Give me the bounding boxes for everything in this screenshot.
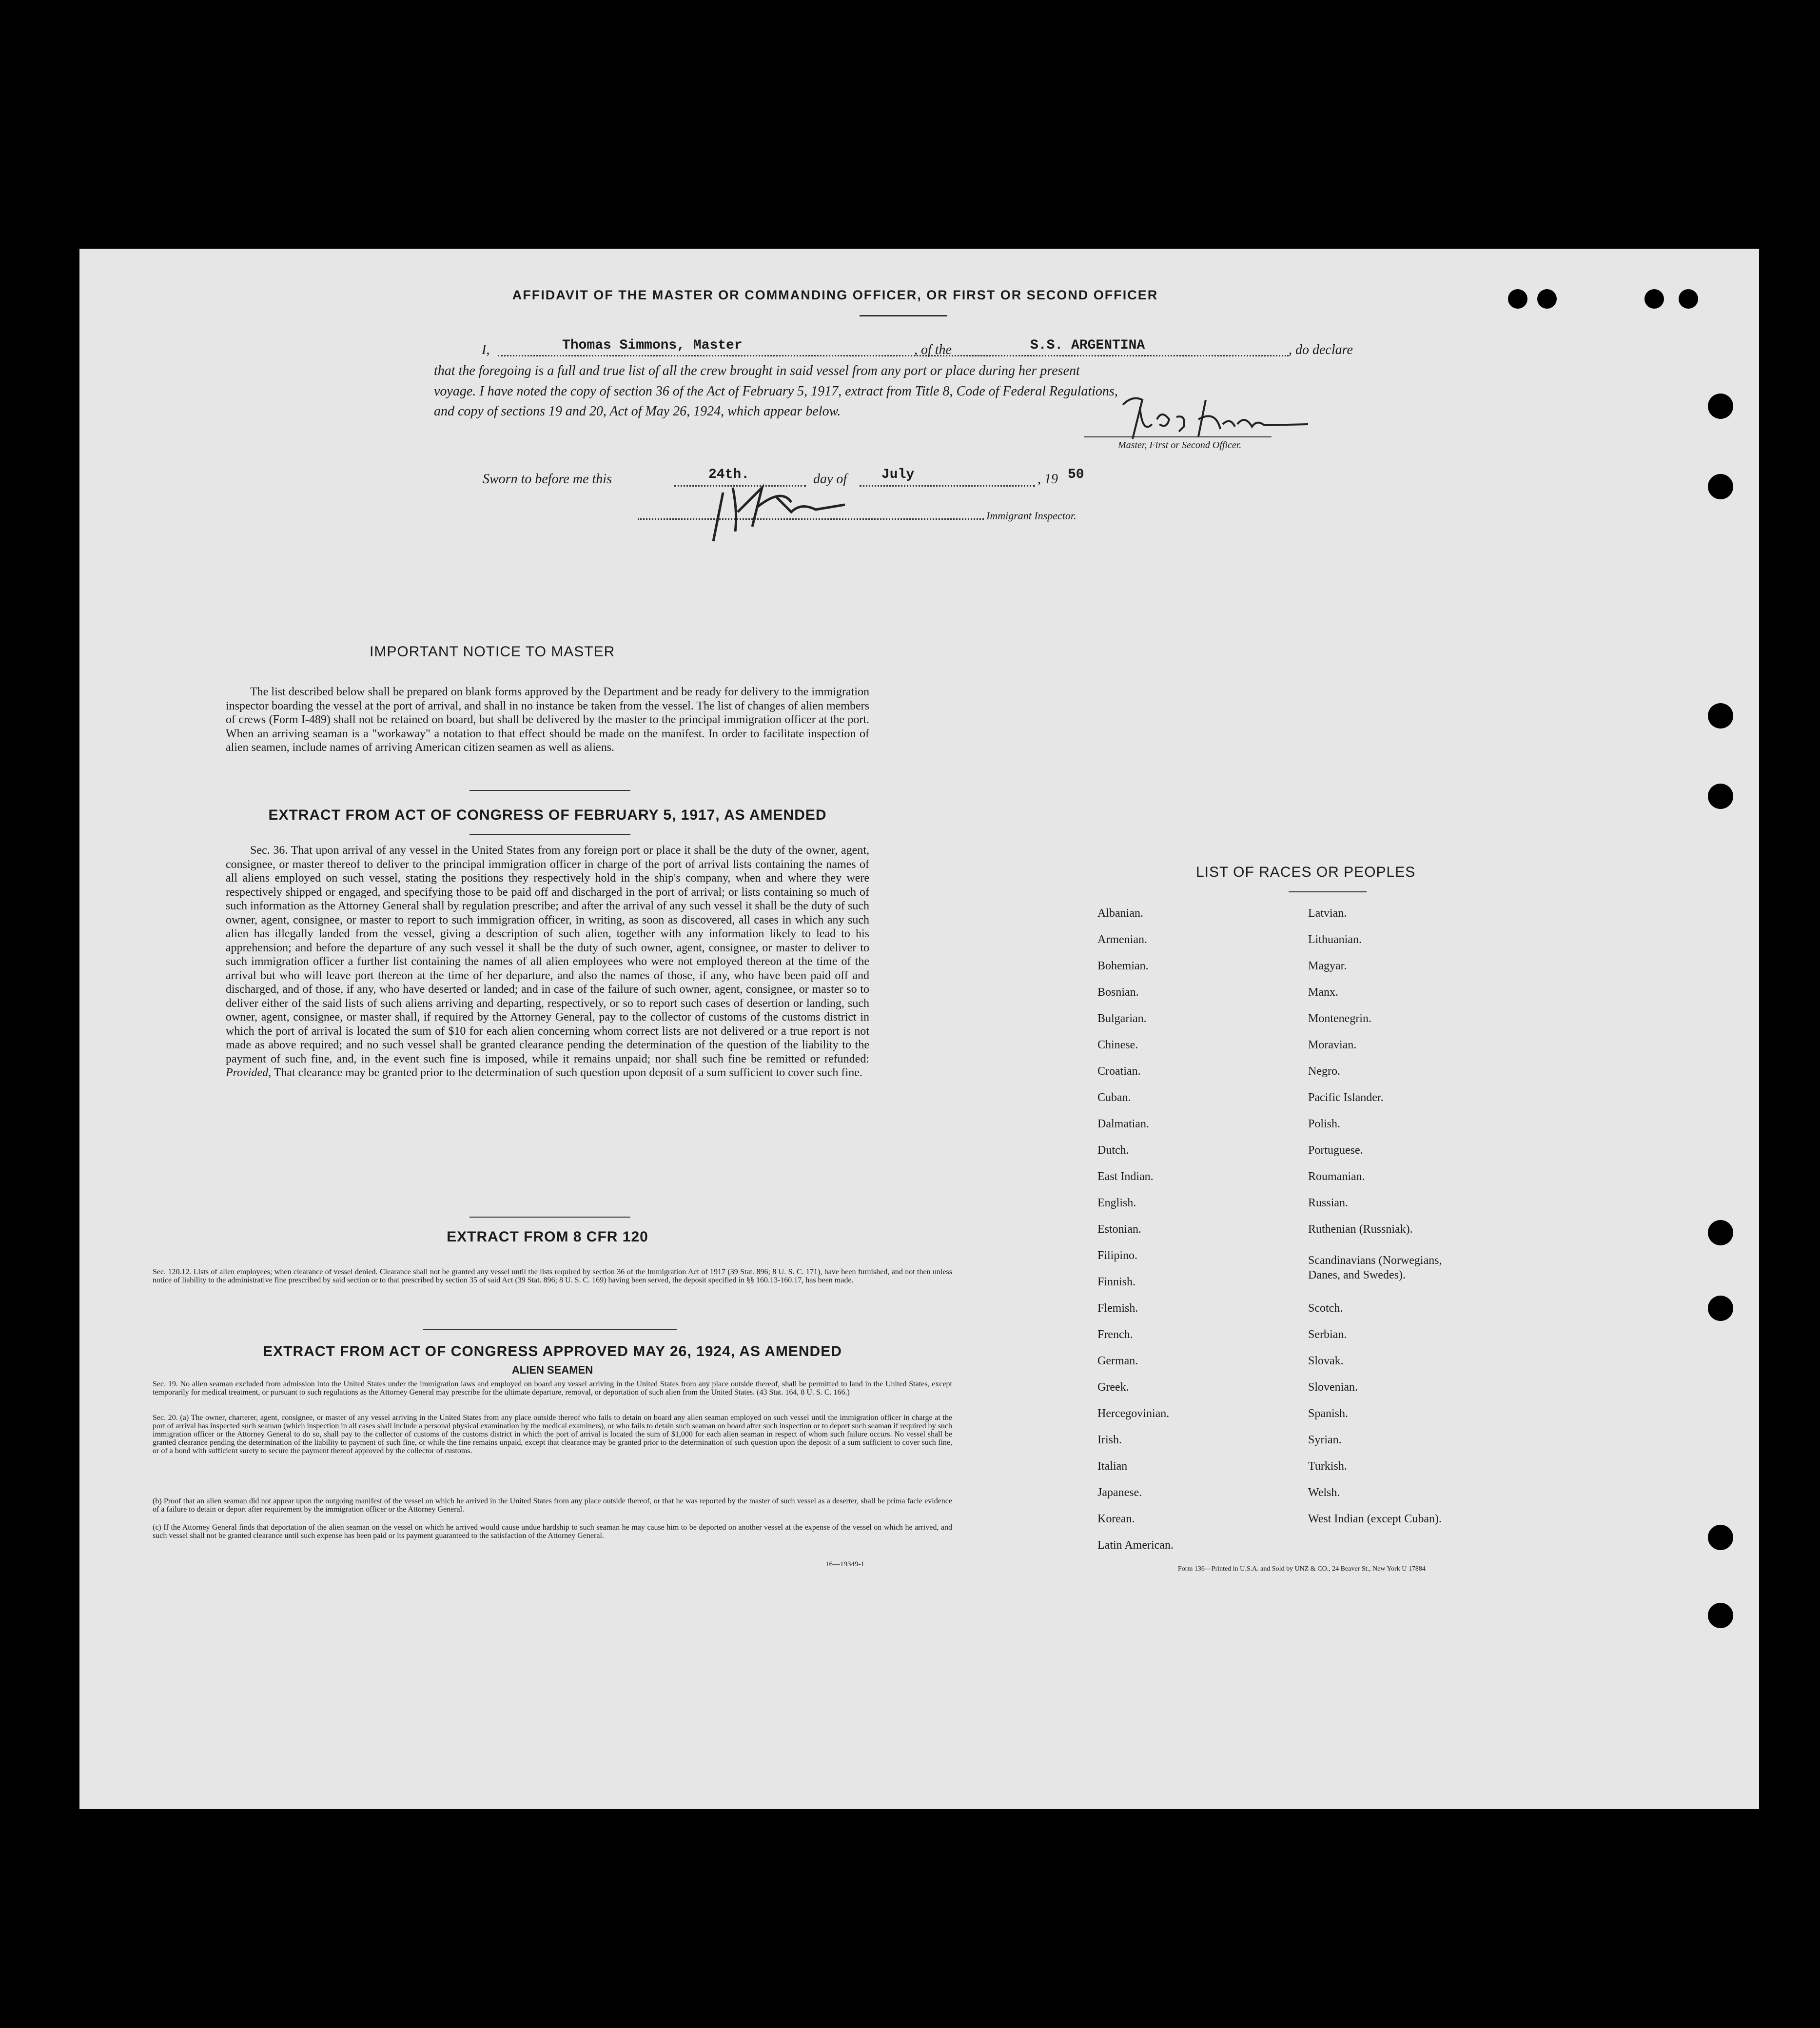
notice-text: The list described below shall be prepared on blank forms approved by the Department and be ready for delivery to the immigration inspector boarding the vessel at the port of arrival, and shall in no instance be taken from the vessel. The list of changes of alien members of crews (Form I-489) shall not be retained on board, but shall be delivered by the master to the principal immigration officer at the port. When an arriving seaman is a "workaway" a notation to that effect should be made on the manifest. In order to facilitate inspection of alien seamen, include names of arriving American citizen seamen as well as aliens.	[226, 686, 869, 754]
master-signature-line	[1084, 436, 1272, 437]
declaration-line-4: and copy of sections 19 and 20, Act of May 26, 1924, which appear below.	[434, 404, 841, 419]
cfr-text: Sec. 120.12. Lists of alien employees; when clearance of vessel denied. Clearance shall not be granted any vessel until the lists required by section 36 of the Immigration Act of 1917 (39 Stat. 896; 8 U. S. C. 171), have been furnished, and not then unless notice of liability to the administrative fine prescribed by said section or to that prescribed by section 35 of said Act (39 Stat. 896; 8 U. S. C. 169) having been served, the deposit specified in §§ 160.13-160.17, has been made.	[153, 1268, 952, 1284]
punch-hole	[1537, 289, 1557, 309]
punch-hole	[1708, 474, 1733, 499]
section-36-text	[226, 844, 869, 1080]
declaration-line-3: voyage. I have noted the copy of section 36 of the Act of February 5, 1917, extract from Title 8, Code of Federal Regulations,	[434, 384, 1118, 399]
punch-hole	[1679, 289, 1698, 309]
race-item: Dutch.	[1097, 1144, 1129, 1157]
race-item: Estonian.	[1097, 1223, 1141, 1236]
race-item: Lithuanian.	[1308, 933, 1362, 946]
race-item: Turkish.	[1308, 1460, 1347, 1473]
punch-hole	[1508, 289, 1527, 309]
race-item: Italian	[1097, 1460, 1128, 1473]
form-page	[79, 249, 1759, 1809]
race-item: Scotch.	[1308, 1302, 1343, 1315]
race-item: Greek.	[1097, 1381, 1129, 1394]
race-item: Scandinavians (Norwegians, Danes, and Swedes).	[1308, 1254, 1442, 1281]
race-item: Chinese.	[1097, 1039, 1138, 1051]
race-item: Bulgarian.	[1097, 1012, 1147, 1025]
declare-label: , do declare	[1289, 342, 1353, 357]
races-title: LIST OF RACES OR PEOPLES	[1196, 864, 1416, 880]
race-item: West Indian (except Cuban).	[1308, 1513, 1442, 1525]
race-item: Spanish.	[1308, 1407, 1349, 1420]
race-item: Portuguese.	[1308, 1144, 1363, 1157]
punch-hole	[1708, 1525, 1733, 1550]
race-item: Welsh.	[1308, 1486, 1340, 1499]
extract-cfr-title: EXTRACT FROM 8 CFR 120	[447, 1229, 648, 1245]
races-divider	[1289, 891, 1367, 892]
vessel-line	[969, 355, 1289, 356]
alien-seamen-subtitle: ALIEN SEAMEN	[511, 1364, 593, 1376]
race-item: Cuban.	[1097, 1091, 1131, 1104]
month-line	[860, 485, 1035, 487]
pronoun-label: I,	[482, 342, 490, 357]
race-item: Flemish.	[1097, 1302, 1138, 1315]
sworn-day: 24th.	[708, 467, 750, 482]
race-item: Japanese.	[1097, 1486, 1142, 1499]
punch-hole	[1708, 784, 1733, 809]
title-underline	[860, 315, 947, 316]
provided-label: Provided,	[226, 1066, 272, 1079]
race-item: German.	[1097, 1355, 1138, 1367]
sworn-label: Sworn to before me this	[483, 472, 612, 487]
race-item: Finnish.	[1097, 1276, 1136, 1288]
sec-20c-text: (c) If the Attorney General finds that deportation of the alien seaman on the vessel on which he arrived would cause undue hardship to such seaman he may cause him to be deported on another vessel at the expense of the vessel on which he arrived, and such vessel shall not be granted clearance until such expense has been paid or its payment guaranteed to the satisfaction of the Attorney General.	[153, 1523, 952, 1540]
race-item: Russian.	[1308, 1197, 1349, 1209]
race-item: Croatian.	[1097, 1065, 1141, 1078]
race-item: Syrian.	[1308, 1434, 1342, 1446]
sworn-year: 50	[1068, 467, 1084, 482]
race-item: Filipino.	[1097, 1249, 1138, 1262]
race-item: Ruthenian (Russniak).	[1308, 1223, 1413, 1236]
divider	[470, 834, 630, 835]
day-of-label: day of	[813, 472, 847, 487]
inspector-signature	[704, 468, 850, 551]
sec-20a-text: Sec. 20. (a) The owner, charterer, agent, consignee, or master of any vessel arriving in the United States from any place outside thereof who fails to detain on board any alien seaman employed on such vessel until the immigration officer in charge at the port of arrival has inspected such seaman (which inspection in all cases shall include a personal physical examination by the medical examiners), or who fails to detain such seaman on board after such inspection or to deport such seaman if required by such immigration officer or the Attorney General to do so, shall pay to the collector of customs of the customs district in which the port of arrival is located the sum of $1,000 for each alien seaman in respect of whom such failure occurs. No vessel shall be granted clearance pending the determination of the liability to payment of such fine, or while the fine remains unpaid, except that clearance may be granted prior to the determination of such question upon the deposit of a sum sufficient to cover such fine, or of a bond with sufficient surety to secure the payment thereof approved by the collector of customs.	[153, 1414, 952, 1455]
punch-hole	[1708, 1296, 1733, 1321]
section-36-end: That clearance may be granted prior to the determination of such question upon deposit of a sum sufficient to cover such fine.	[274, 1066, 862, 1079]
punch-hole	[1708, 1220, 1733, 1245]
vessel-name: S.S. ARGENTINA	[1030, 338, 1145, 353]
declaration-line-2: that the foregoing is a full and true list of all the crew brought in said vessel from any port or place during her present	[434, 363, 1080, 378]
sworn-month: July	[881, 467, 915, 482]
race-item: Slovak.	[1308, 1355, 1344, 1367]
race-item: Latvian.	[1308, 907, 1347, 920]
extract-1917-title: EXTRACT FROM ACT OF CONGRESS OF FEBRUARY 5, 1917, AS AMENDED	[268, 807, 827, 823]
punch-hole	[1708, 703, 1733, 729]
race-item: Roumanian.	[1308, 1170, 1365, 1183]
race-item: Korean.	[1097, 1513, 1135, 1525]
divider	[423, 1329, 677, 1330]
race-item: Latin American.	[1097, 1539, 1174, 1552]
race-item: East Indian.	[1097, 1170, 1154, 1183]
race-item: Armenian.	[1097, 933, 1147, 946]
race-item: Irish.	[1097, 1434, 1122, 1446]
divider	[470, 790, 630, 791]
punch-hole	[1708, 394, 1733, 419]
sec-19-text: Sec. 19. No alien seaman excluded from admission into the United States under the immigration laws and employed on board any vessel arriving in the United States from any place outside thereof, shall be permitted to land in the United States, except temporarily for medical treatment, or pursuant to such regulations as the Attorney General may prescribe for the ultimate departure, removal, or deportation of such alien from the United States. (43 Stat. 164, 8 U. S. C. 166.)	[153, 1380, 952, 1397]
race-item: Negro.	[1308, 1065, 1340, 1078]
name-line	[498, 355, 985, 356]
of-the-label: , of the	[914, 342, 952, 357]
affidavit-title: AFFIDAVIT OF THE MASTER OR COMMANDING OFFICER, OR FIRST OR SECOND OFFICER	[512, 288, 1158, 302]
divider	[470, 1217, 630, 1218]
inspector-label: Immigrant Inspector.	[986, 510, 1076, 522]
race-item: Bohemian.	[1097, 960, 1149, 972]
race-item: English.	[1097, 1197, 1136, 1209]
extract-1924-title: EXTRACT FROM ACT OF CONGRESS APPROVED MAY 26, 1924, AS AMENDED	[263, 1343, 842, 1359]
race-item: Polish.	[1308, 1118, 1341, 1130]
race-item: Moravian.	[1308, 1039, 1357, 1051]
race-item: French.	[1097, 1328, 1133, 1341]
race-item: Manx.	[1308, 986, 1338, 999]
race-item: Magyar.	[1308, 960, 1347, 972]
punch-hole	[1708, 1603, 1733, 1628]
form-code: 16—19349-1	[825, 1560, 864, 1568]
section-36-label: Sec. 36.	[250, 844, 288, 857]
master-name: Thomas Simmons, Master	[562, 338, 743, 353]
race-item: Slovenian.	[1308, 1381, 1358, 1394]
race-item: Hercegovinian.	[1097, 1407, 1170, 1420]
race-item: Albanian.	[1097, 907, 1143, 920]
race-item: Pacific Islander.	[1308, 1091, 1384, 1104]
race-item: Montenegrin.	[1308, 1012, 1371, 1025]
race-item: Serbian.	[1308, 1328, 1347, 1341]
section-36-body: That upon arrival of any vessel in the United States from any foreign port or place it shall be the duty of the owner, agent, consignee, or master thereof to deliver to the principal immigration officer in charge of the port of arrival lists containing the names of all aliens employed on such vessel, stating the positions they respectively hold in the ship's company, when and where they were respectively shipped or engaged, and specifying those to be paid off and discharged in the port of arrival; or lists containing so much of such information as the Attorney General shall by regulation prescribe; and after the arrival of any such vessel it shall be the duty of such owner, agent, consignee, or master to report to such immigration officer, in writing, as soon as discovered, all cases in which any such alien has illegally landed from the vessel, giving a description of such alien, together with any information likely to lead to his apprehension; and before the departure of any such vessel it shall be the duty of such owner, agent, consignee, or master to deliver to such immigration officer a further list containing the names of all alien employees who were not employed thereon at the time of the arrival but who will leave port thereon at the time of her departure, and also the names of those, if any, who have been paid off and discharged, and of those, if any, who have deserted or landed; and in case of the failure of such owner, agent, consignee, or master so to deliver either of the said lists of such aliens arriving and departing, respectively, or so to report such cases of desertion or landing, such owner, agent, consignee, or master shall, if required by the Attorney General, pay to the collector of customs of the customs district in which the port of arrival is located the sum of $10 for each alien concerning whom correct lists are not delivered or a true report is not made as above required; and no such vessel shall be granted clearance pending the determination of the question of the liability to the payment of such fine, and, in the event such fine is imposed, while it remains unpaid; nor shall such fine be remitted or refunded:	[226, 844, 869, 1065]
form-footer: Form 136—Printed in U.S.A. and Sold by UNZ & CO., 24 Beaver St., New York U 17884	[1178, 1565, 1426, 1573]
punch-hole	[1644, 289, 1664, 309]
race-item: Dalmatian.	[1097, 1118, 1149, 1130]
inspector-line	[638, 518, 984, 520]
race-item: Bosnian.	[1097, 986, 1139, 999]
notice-title: IMPORTANT NOTICE TO MASTER	[370, 644, 615, 660]
year-prefix: , 19	[1037, 472, 1058, 487]
sec-20b-text: (b) Proof that an alien seaman did not appear upon the outgoing manifest of the vessel on which he arrived in the United States from any place outside thereof, or that he was reported by the master of such vessel as a deserter, shall be prima facie evidence of a failure to detain or deport after requirement by the immigration officer or the Attorney General.	[153, 1497, 952, 1514]
master-label: Master, First or Second Officer.	[1118, 440, 1242, 451]
